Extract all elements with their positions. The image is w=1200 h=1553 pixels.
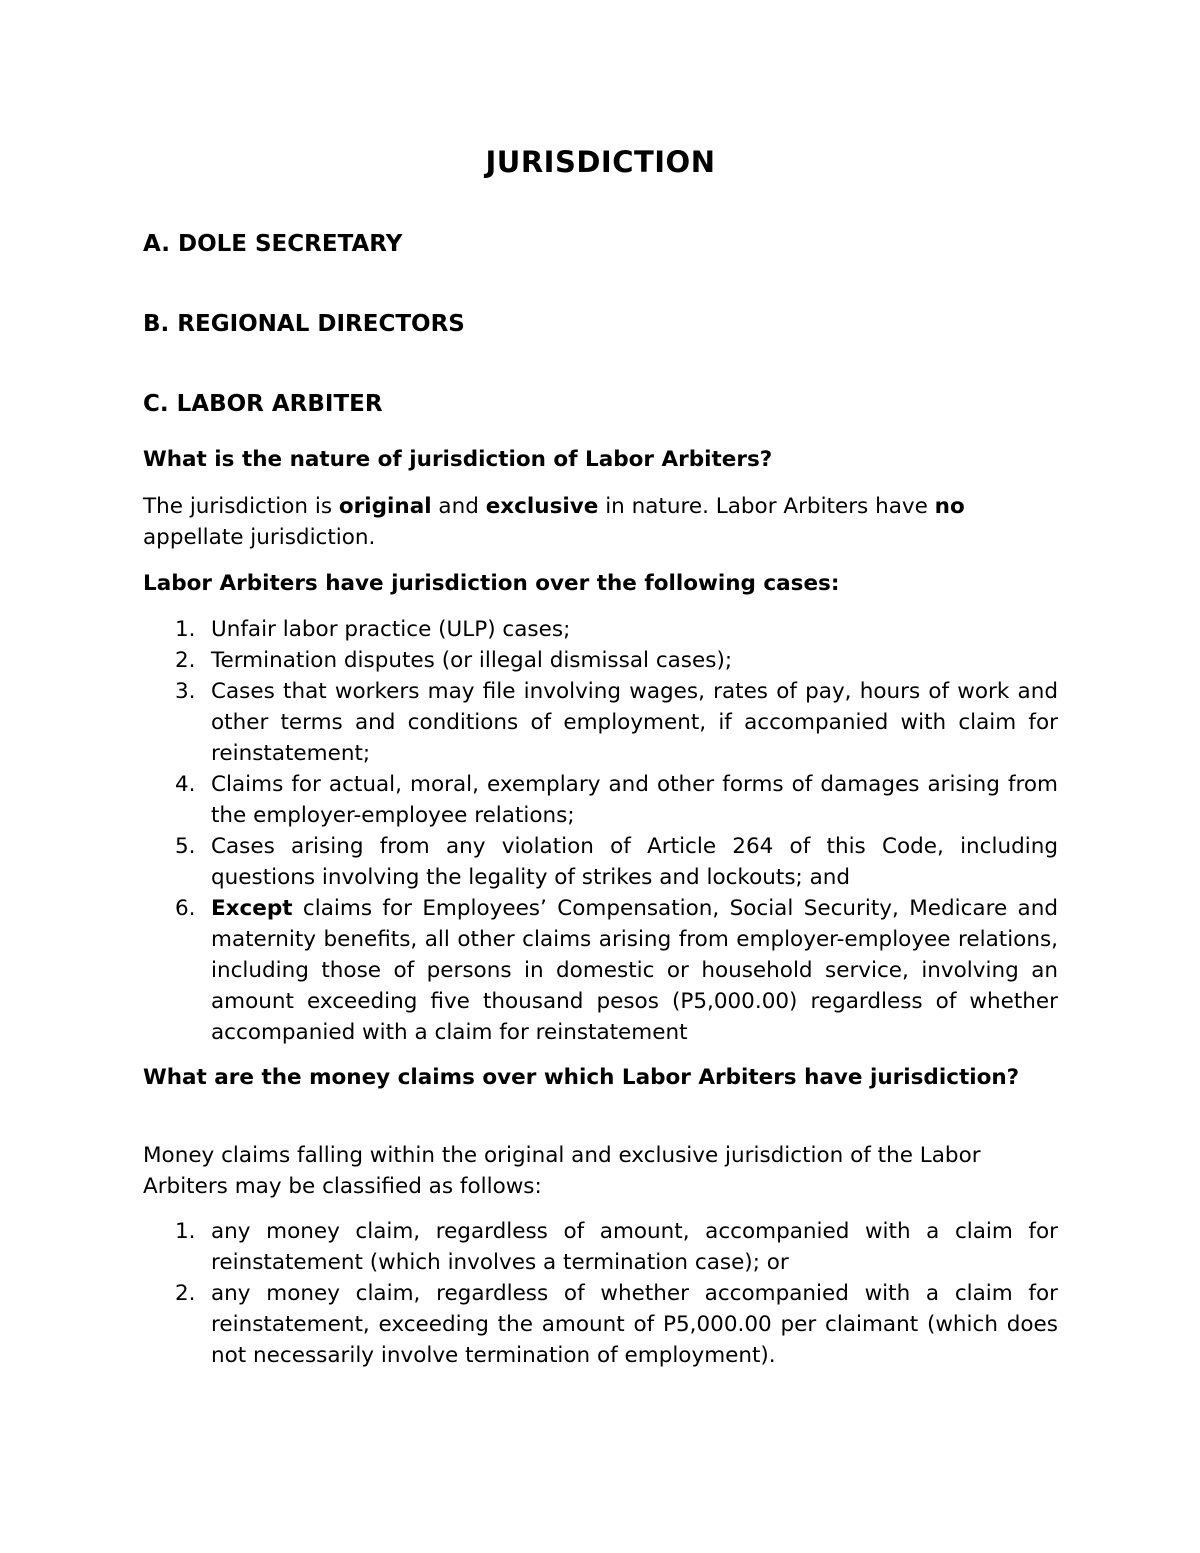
answer-text: and [431,494,486,519]
list-item-text: any money claim, regardless of amount, accompanied with a claim for reinstatement (which involves a termination case); or [211,1219,1058,1275]
list-item-number: 5. [175,834,196,859]
list-item-number: 1. [175,1219,196,1244]
list-item [143,893,1058,1048]
list-item-text: Claims for actual, moral, exemplary and other forms of damages arising from the employer-employee relations; [211,772,1058,828]
list-item-number: 1. [175,617,196,642]
list-item-text: Unfair labor practice (ULP) cases; [211,617,571,642]
answer-bold-no: no [934,494,965,519]
section-c-heading: C. LABOR ARBITER [143,391,383,417]
answer-text: in nature. Labor Arbiters have [598,494,935,519]
answer-text: The jurisdiction is [143,494,339,519]
answer-bold-original: original [338,494,432,519]
list-item [143,831,1058,893]
list-item-number: 2. [175,648,196,673]
question-money-claims: What are the money claims over which Labor Arbiters have jurisdiction? [143,1065,1020,1090]
list-item [143,614,1058,645]
list-item-number: 4. [175,772,196,797]
question-nature-of-jurisdiction: What is the nature of jurisdiction of Labor Arbiters? [143,447,773,472]
list-item-bold-except: Except [211,896,293,921]
cases-list-container [143,614,1058,1048]
list-item-text: Cases that workers may file involving wages, rates of pay, hours of work and other terms and conditions of employment, if accompanied with claim for reinstatement; [211,679,1058,766]
section-a-heading: A. DOLE SECRETARY [143,231,403,257]
list-item [143,1278,1058,1371]
cases-heading: Labor Arbiters have jurisdiction over the following cases: [143,571,840,596]
answer-money-claims: Money claims falling within the original and exclusive jurisdiction of the Labor Arbiters may be classified as follows: [143,1143,981,1199]
list-item-number: 3. [175,679,196,704]
list-item [143,645,1058,676]
list-item-text: any money claim, regardless of whether accompanied with a claim for reinstatement, exceeding the amount of P5,000.00 per claimant (which does not necessarily involve termination of employment). [211,1281,1058,1368]
list-item [143,769,1058,831]
cases-list [143,614,1058,1048]
answer-text: appellate jurisdiction. [143,525,376,550]
answer-bold-exclusive: exclusive [485,494,599,519]
list-item-text: Termination disputes (or illegal dismissal cases); [211,648,733,673]
list-item [143,1216,1058,1278]
list-item-number: 2. [175,1281,196,1306]
money-claims-list [143,1216,1058,1371]
list-item-text: Cases arising from any violation of Article 264 of this Code, including questions involving the legality of strikes and lockouts; and [211,834,1058,890]
list-item [143,676,1058,769]
money-claims-list-container [143,1216,1058,1371]
section-b-heading: B. REGIONAL DIRECTORS [143,311,465,337]
document-title: JURISDICTION [485,145,716,179]
list-item-text: claims for Employees’ Compensation, Social Security, Medicare and maternity benefits, all other claims arising from employer-employee relations, including those of persons in domestic or household service, involving an amount exceeding five thousand pesos (P5,000.00) regardless of whether accompanied with a claim for reinstatement [211,896,1058,1045]
list-item-number: 6. [175,896,196,921]
answer-nature-of-jurisdiction [143,491,1058,553]
